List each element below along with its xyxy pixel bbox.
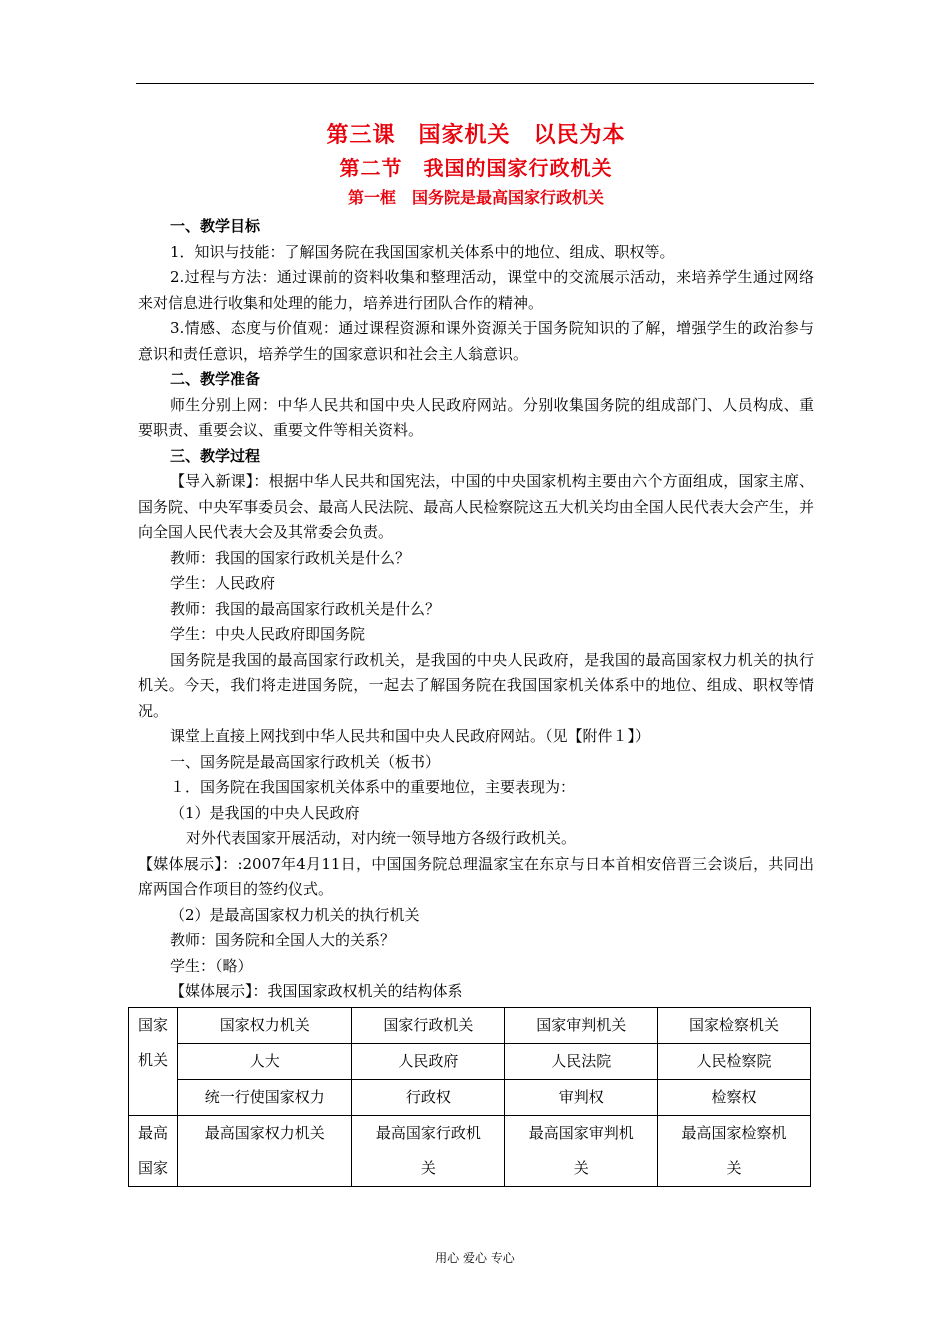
table-cell: 人民法院 — [505, 1044, 658, 1080]
teacher-question-3: 教师：国务院和全国人大的关系？ — [170, 931, 396, 949]
table-row — [129, 1008, 811, 1044]
table-cell: 人民检察院 — [658, 1044, 811, 1080]
intro-paragraph: 【导入新课】：根据中华人民共和国宪法，中国的中央国家机构主要由六个方面组成，国家主席、国务院、中央军事委员会、最高人民法院、最高人民检察院这五大机关均由全国人民代表大会产生，并向全国人民代表大会及其常委会负责。 — [138, 472, 814, 541]
section-title: 第二节 我国的国家行政机关 — [339, 156, 613, 180]
sub-point-1-text: 对外代表国家开展活动，对内统一领导地方各级行政机关。 — [186, 829, 577, 847]
table-cell: 行政权 — [352, 1080, 505, 1116]
header-rule — [136, 83, 814, 84]
goal-2: 2.过程与方法：通过课前的资料收集和整理活动，课堂中的交流展示活动，来培养学生通过网络来对信息进行收集和处理的能力，培养进行团队合作的精神。 — [138, 268, 814, 312]
table-cell: 统一行使国家权力 — [178, 1080, 352, 1116]
state-organs-table — [128, 1007, 811, 1187]
table-cell: 最高国家审判机 关 — [505, 1116, 658, 1187]
media-display-1: 【媒体展示】：:2007年4月11日，中国国务院总理温家宝在东京与日本首相安倍晋三会谈后，共同出席两国合作项目的签约仪式。 — [138, 854, 814, 898]
table-side-header: 国家 机关 — [129, 1008, 178, 1116]
page-footer: 用心 爱心 专心 — [435, 1251, 515, 1265]
student-answer-2: 学生：中央人民政府即国务院 — [170, 625, 366, 643]
table-cell: 检察权 — [658, 1080, 811, 1116]
lesson-title: 第三课 国家机关 以民为本 — [326, 122, 626, 148]
table-cell: 国家审判机关 — [505, 1008, 658, 1044]
teacher-question-1: 教师：我国的国家行政机关是什么？ — [170, 548, 411, 567]
point-1: １．国务院在我国国家机关体系中的重要地位，主要表现为： — [170, 778, 576, 796]
prep-text: 师生分别上网：中华人民共和国中央人民政府网站。分别收集国务院的组成部门、人员构成、重要职责、重要会议、重要文件等相关资料。 — [138, 395, 814, 439]
teacher-question-2: 教师：我国的最高国家行政机关是什么？ — [170, 599, 441, 618]
table-cell: 国家权力机关 — [178, 1008, 352, 1044]
table-cell: 人民政府 — [352, 1044, 505, 1080]
process-heading: 三、教学过程 — [170, 446, 261, 465]
table-cell: 国家检察机关 — [658, 1008, 811, 1044]
table-row — [129, 1044, 811, 1080]
web-note: 课堂上直接上网找到中华人民共和国中央人民政府网站。（见【附件１】） — [170, 727, 651, 745]
table-side-header: 最高 国家 — [129, 1116, 178, 1187]
table-cell: 审判权 — [505, 1080, 658, 1116]
goal-3: 3.情感、态度与价值观：通过课程资源和课外资源关于国务院知识的了解，增强学生的政治参与意识和责任意识，培养学生的国家意识和社会主人翁意识。 — [138, 319, 814, 363]
student-answer-3: 学生：（略） — [170, 956, 253, 975]
table-cell: 最高国家权力机关 — [178, 1116, 352, 1187]
frame-title: 第一框 国务院是最高国家行政机关 — [347, 188, 604, 207]
board-heading: 一、国务院是最高国家行政机关（板书） — [170, 752, 441, 771]
sub-point-2: （2）是最高国家权力机关的执行机关 — [170, 905, 420, 924]
prep-heading: 二、教学准备 — [170, 370, 261, 388]
table-cell: 人大 — [178, 1044, 352, 1080]
table-cell: 国家行政机关 — [352, 1008, 505, 1044]
document-body — [138, 118, 814, 1005]
state-council-paragraph: 国务院是我国的最高国家行政机关，是我国的中央人民政府，是我国的最高国家权力机关的执行机关。今天，我们将走进国务院，一起去了解国务院在我国国家机关体系中的地位、组成、职权等情况。 — [138, 650, 814, 720]
sub-point-1: （1）是我国的中央人民政府 — [170, 803, 360, 822]
student-answer-1: 学生：人民政府 — [170, 574, 276, 592]
goals-heading: 一、教学目标 — [170, 217, 261, 235]
table-cell: 最高国家检察机 关 — [658, 1116, 811, 1187]
media-display-2: 【媒体展示】：我国国家政权机关的结构体系 — [170, 982, 463, 1000]
table-row — [129, 1080, 811, 1116]
table-row — [129, 1116, 811, 1187]
table-cell: 最高国家行政机 关 — [352, 1116, 505, 1187]
goal-1: 1．知识与技能：了解国务院在我国国家机关体系中的地位、组成、职权等。 — [170, 242, 675, 261]
